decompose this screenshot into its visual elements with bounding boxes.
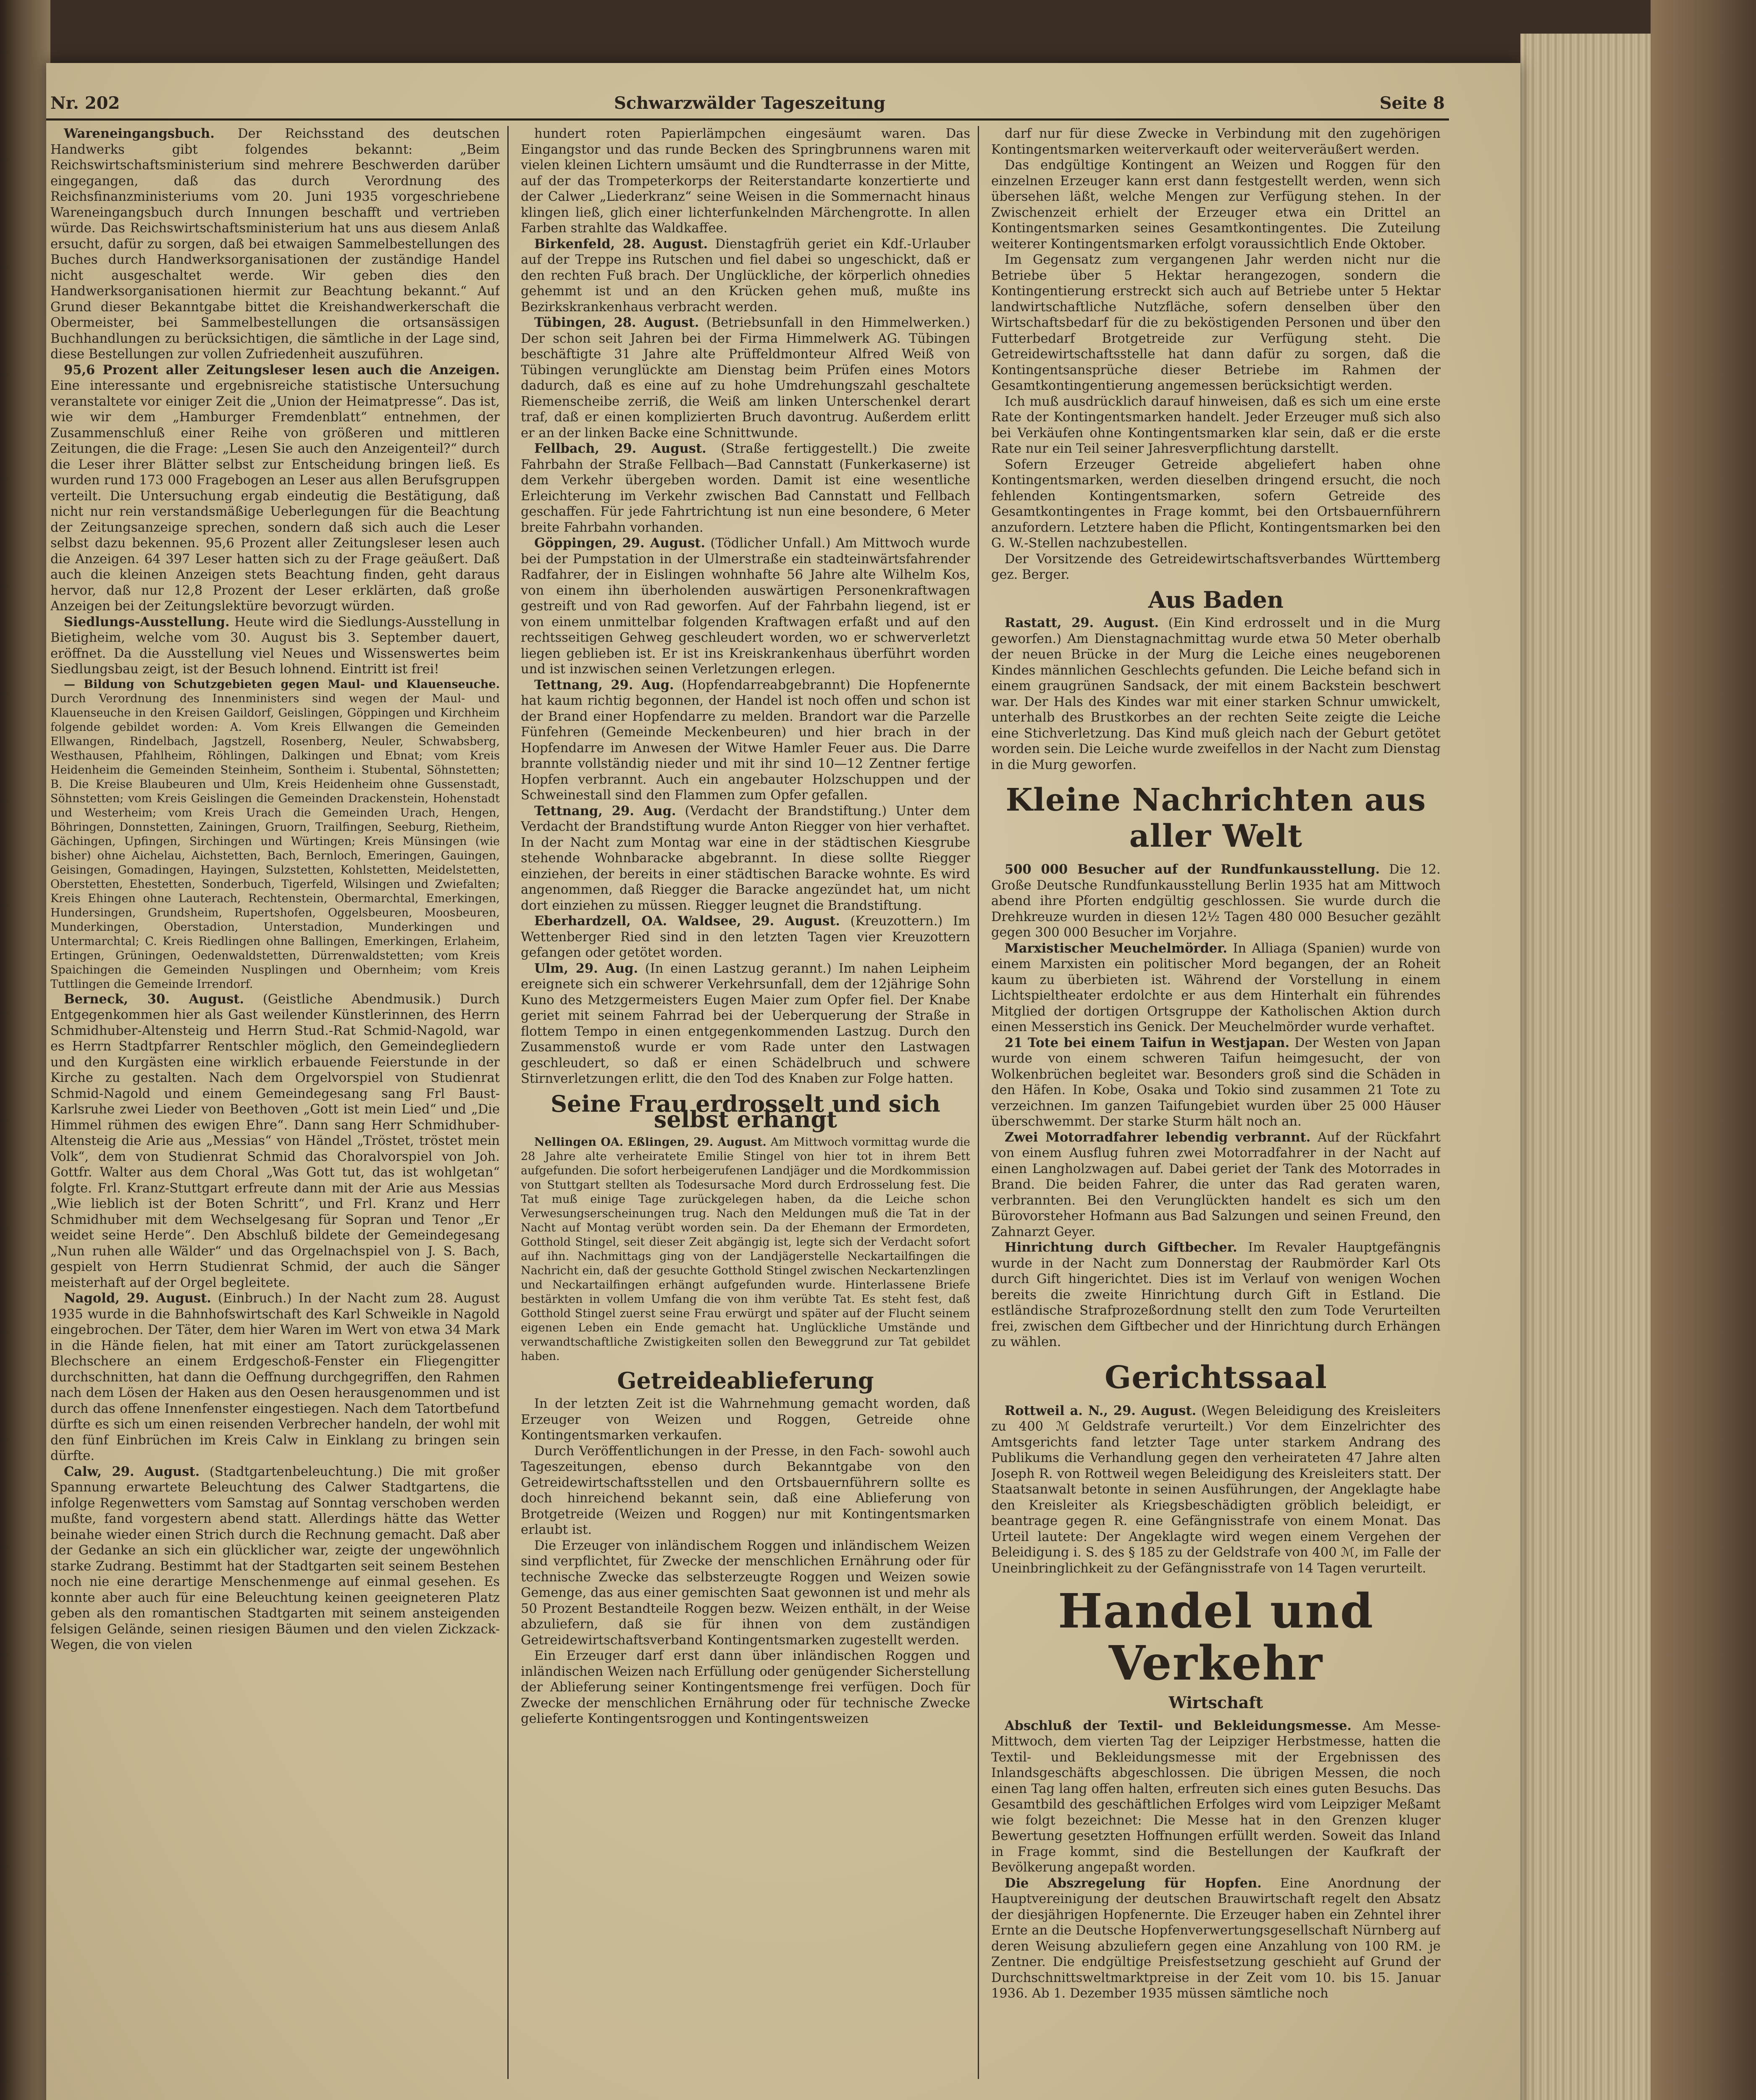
article-paragraph	[991, 1035, 1441, 1130]
article-paragraph	[50, 362, 500, 614]
article-text: (Wegen Beleidigung des Kreisleiters zu 400 ℳ Geldstrafe verurteilt.) Vor dem Einzelrichter des Amtsgerichts fand letzter Tage unter starkem Andrang des Publikums die Verhandlung gegen den verheirateten 47 Jahre alten Joseph R. von Rottweil wegen Beleidigung des Kreisleiters statt. Der Staatsanwalt betonte in seinen Ausführungen, der Angeklagte habe den Kreisleiter als Kriegsbeschädigten gröblich beleidigt, er beantrage gegen R. eine Gefängnisstrafe von einem Monat. Das Urteil lautete: Der Angeklagte wird wegen einem Vergehen der Beleidigung i. S. des § 185 zu der Geldstrafe von 400 ℳ, im Falle der Uneinbringlichkeit zu der Gefängnisstrafe von 14 Tagen verurteilt.	[991, 1403, 1441, 1576]
article-paragraph	[521, 677, 970, 803]
article-text: Die Erzeuger von inländischem Roggen und inländischem Weizen sind verpflichtet, für Zwecke der menschlichen Ernährung oder für technische Zwecke das selbsterzeugte Roggen und Weizen sowie Gemenge, das aus einer gemischten Saat gewonnen ist und mehr als 50 Prozent Bestandteile Roggen bezw. Weizen enthält, in der Weise abzuliefern, daß sie für ihnen von dem zuständigen Getreidewirtschaftsverband Kontingentsmarken zugestellt werden.	[521, 1538, 970, 1648]
article-text: In Alliaga (Spanien) wurde von einem Marxisten ein politischer Mord begangen, der an Roheit kaum zu überbieten ist. Während der Vorstellung in einem Lichtspieltheater erdolchte er aus dem Hinterhalt ein führendes Mitglied der dortigen Ortsgruppe der Katholischen Aktion durch einen Messerstich ins Genick. Der Meuchelmörder wurde verhaftet.	[991, 941, 1441, 1034]
article-text: Im Revaler Hauptgefängnis wurde in der Nacht zum Donnerstag der Raubmörder Karl Ots durch Gift hingerichtet. Dies ist im Verlauf von wenigen Wochen bereits die zweite Hinrichtung durch Gift in Estland. Die estländische Strafprozeßordnung stellt den zum Tode Verurteilten frei, zwischen dem Giftbecher und der Hinrichtung durch Erhängen zu wählen.	[991, 1240, 1441, 1349]
article-text: Am Mittwoch vormittag wurde die 28 Jahre alte verheiratete Emilie Stingel von hier tot in ihrem Bett aufgefunden. Die sofort herbeigerufenen Landjäger und die Mordkommission von Stuttgart stellten als Todesursache Mord durch Erdrosselung fest. Die Tat muß einige Tage zurückgelegen haben, da die Leiche schon Verwesungserscheinungen trug. Nach den Meldungen muß die Tat in der Nacht auf Montag verübt worden sein. Da der Ehemann der Ermordeten, Gotthold Stingel, seit dieser Zeit abgängig ist, legte sich der Verdacht sofort auf ihn. Nachmittags ging von der Landjägerstelle Neckartailfingen die Nachricht ein, daß der gesuchte Gotthold Stingel zwischen Neckartenzlingen und Neckartailfingen erhängt aufgefunden wurde. Hinterlassene Briefe bestärkten in vollem Umfang die von ihm verübte Tat. Es steht fest, daß Gotthold Stingel zuerst seine Frau erwürgt und später auf der Flucht seinem eigenen Leben ein Ende gemacht hat. Unglückliche Umstände und verwandtschaftliche Zwistigkeiten sollen den Beweggrund zur Tat gebildet haben.	[521, 1135, 970, 1363]
article-dateline: Abschluß der Textil- und Bekleidungsmesse.	[1005, 1718, 1352, 1733]
article-paragraph	[521, 315, 970, 441]
column-2	[521, 126, 970, 2079]
article-paragraph	[991, 394, 1441, 457]
page-number: Seite 8	[1379, 93, 1445, 113]
section-heading: Aus Baden	[1148, 586, 1284, 613]
article-text: Der Reichsstand des deutschen Handwerks gibt folgendes bekannt: „Beim Reichswirtschaftsministerium sind mehrere Beschwerden darüber eingegangen, daß das durch Verordnung des Reichsfinanzministeriums vom 20. Juni 1935 vorgeschriebene Wareneingangsbuch durch Innungen beschafft und vertrieben würde. Das Reichswirtschaftsministerium hat uns aus diesem Anlaß ersucht, dafür zu sorgen, daß bei etwaigen Sammelbestellungen des Buches durch Handwerksorganisationen der zuständige Handel nicht ausgeschaltet werde. Wir geben dies den Handwerksorganisationen hiermit zur Beachtung bekannt.“ Auf Grund dieser Bekanntgabe bittet die Kreishandwerkerschaft die Obermeister, bei Sammelbestellungen die ortsansässigen Buchhandlungen zu berücksichtigen, die sämtliche in der Lage sind, diese Bestellungen zur vollen Zufriedenheit auszuführen.	[50, 126, 500, 362]
article-paragraph	[521, 1538, 970, 1648]
article-text: (Straße fertiggestellt.) Die zweite Fahrbahn der Straße Fellbach—Bad Cannstatt (Funkerkaserne) ist dem Verkehr übergeben worden. Damit ist eine wesentliche Erleichterung im Verkehr zwischen Bad Cannstatt und Fellbach geschaffen. Für jede Fahrtrichtung ist nun eine besondere, 6 Meter breite Fahrbahn vorhanden.	[521, 441, 970, 535]
article-dateline: 500 000 Besucher auf der Rundfunkausstellung.	[1005, 862, 1380, 877]
article-dateline: Birkenfeld, 28. August.	[534, 236, 708, 252]
section-heading: Kleine Nachrichten aus aller Welt	[1005, 782, 1426, 854]
column-divider	[978, 126, 979, 2079]
article-text: darf nur für diese Zwecke in Verbindung mit den zugehörigen Kontingentsmarken weiterverkauft oder weiterveräußert werden.	[991, 126, 1441, 157]
issue-number: Nr. 202	[50, 93, 120, 113]
column-1	[50, 126, 500, 2079]
article-paragraph	[50, 126, 500, 362]
article-paragraph	[521, 236, 970, 315]
article-dateline: Siedlungs-Ausstellung.	[64, 614, 230, 630]
article-text: Der Vorsitzende des Getreidewirtschaftsverbandes Württemberg gez. Berger.	[991, 551, 1441, 582]
article-paragraph	[991, 862, 1441, 941]
article-text: (In einen Lastzug gerannt.) Im nahen Leipheim ereignete sich ein schwerer Verkehrsunfall, dem der 12jährige Sohn Kuno des Metzgermeisters Eugen Maier zum Opfer fiel. Der Knabe geriet mit seinem Fahrrad bei der Ueberquerung der Straße in flottem Tempo in einen entgegenkommenden Lastzug. Durch den Zusammenstoß wurde er vom Rade unter den Lastwagen geschleudert, so daß er einen Schädelbruch und schwere Stirnverletzungen erlitt, die den Tod des Knaben zur Folge hatten.	[521, 961, 970, 1086]
article-text: (Ein Kind erdrosselt und in die Murg geworfen.) Am Dienstagnachmittag wurde etwa 50 Meter oberhalb der neuen Brücke in der Murg die Leiche eines neugeborenen Kindes männlichen Geschlechts gefunden. Die Leiche befand sich in einem graugrünen Sandsack, der mit einem Backstein beschwert war. Der Hals des Kindes war mit einer starken Schnur umwickelt, unterhalb des Brustkorbes an der rechten Seite zeigte die Leiche eine Stichverletzung. Das Kind muß gleich nach der Geburt getötet worden sein. Die Leiche wurde zweifellos in der Nacht zum Dienstag in die Murg geworfen.	[991, 616, 1441, 772]
article-paragraph	[991, 1240, 1441, 1350]
article-text: (Stadtgartenbeleuchtung.) Die mit großer Spannung erwartete Beleuchtung des Calwer Stadtgartens, die infolge Regenwetters vom Samstag auf Sonntag verschoben werden mußte, fand vorgestern abend statt. Allerdings hätte das Wetter beinahe wieder einen Strich durch die Rechnung gemacht. Daß aber der Gedanke an sich ein glücklicher war, zeigte der ungewöhnlich starke Zudrang. Bestimmt hat der Stadtgarten seit seinem Bestehen noch nie eine derartige Menschenmenge auf einmal gesehen. Es konnte aber auch für eine Beleuchtung keinen geeigneteren Platz geben als den romantischen Stadtgarten mit seinem ansteigenden felsigen Gelände, seinen riesigen Bäumen und den vielen Zickzack-Wegen, die von vielen	[50, 1464, 500, 1652]
article-dateline: Marxistischer Meuchelmörder.	[1005, 940, 1228, 956]
article-text: (Tödlicher Unfall.) Am Mittwoch wurde bei der Pumpstation in der Ulmerstraße ein stadteinwärtsfahrender Radfahrer, der in Eislingen wohnhafte 56 Jahre alte Wilhelm Kos, von einem ihn überholenden auswärtigen Personenkraftwagen gestreift und von Rad geworfen. Auf der Fahrbahn liegend, ist er von einem unmittelbar folgenden Kraftwagen erfaßt und auf den rechtsseitigen Gehweg geschleudert worden, wo er schwerverletzt liegen geblieben ist. Er ist ins Kreiskrankenhaus überführt worden und ist inzwischen seinen Verletzungen erlegen.	[521, 536, 970, 677]
article-text: Ich muß ausdrücklich darauf hinweisen, daß es sich um eine erste Rate der Kontingentsmarken handelt. Jeder Erzeuger muß sich also bei Verkäufen ohne Kontingentsmarken klar sein, daß er die erste Rate nur ein Teil seiner Jahresverpflichtung darstellt.	[991, 394, 1441, 456]
article-dateline: Ulm, 29. Aug.	[534, 961, 638, 976]
article-text: Der Westen von Japan wurde von einem schweren Taifun heimgesucht, der von Wolkenbrüchen begleitet war. Besonders groß sind die Schäden in den Häfen. In Kobe, Osaka und Tokio sind zusammen 21 Tote zu verzeichnen. Im ganzen Taifungebiet wurden über 25 000 Häuser überschwemmt. Der starke Sturm hält noch an.	[991, 1035, 1441, 1129]
article-paragraph	[991, 1403, 1441, 1577]
article-paragraph	[991, 1876, 1441, 2002]
article-text: Am Messe-Mittwoch, dem vierten Tag der Leipziger Herbstmesse, hatten die Textil- und Bekleidungsmesse mit der Ergebnissen des Inlandsgeschäfts abgeschlossen. Die übrigen Messen, die noch einen Tag lang offen halten, erfreuten sich eines guten Besuchs. Das Gesamtbild des geschäftlichen Erfolges wird vom Leipziger Meßamt wie folgt bezeichnet: Die Messe hat in den Grenzen kluger Bewertung gesetzten Hoffnungen erfüllt werden. Soweit das Inland in Frage kommt, sind die Bestellungen der Kaufkraft der Bevölkerung angepaßt worden.	[991, 1718, 1441, 1875]
article-text: Dienstagfrüh geriet ein Kdf.-Urlauber auf der Treppe ins Rutschen und fiel dabei so ungeschickt, daß er den rechten Fuß brach. Der Unglückliche, der körperlich ohnedies gehemmt ist und an den Krücken gehen muß, mußte ins Bezirkskrankenhaus verbracht werden.	[521, 236, 970, 315]
article-paragraph	[50, 1291, 500, 1464]
article-paragraph	[991, 126, 1441, 158]
article-dateline: Calw, 29. August.	[64, 1464, 200, 1479]
article-paragraph	[521, 536, 970, 677]
article-paragraph	[991, 941, 1441, 1035]
previous-page-edge	[0, 0, 50, 2100]
article-paragraph	[50, 677, 500, 992]
section-heading: Wirtschaft	[1168, 1693, 1263, 1712]
section-heading: Getreideablieferung	[617, 1367, 874, 1394]
article-text: (Betriebsunfall in den Himmelwerken.) Der schon seit Jahren bei der Firma Himmelwerk AG. Tübingen beschäftigte 31 Jahre alte Prüffeldmonteur Alfred Weiß von Tübingen verunglückte am Dienstag beim Prüfen eines Motors dadurch, daß es eine auf zu hohe Umdrehungszahl geschaltete Riemenscheibe zerriß, die Weiß am linken Unterschenkel derart traf, daß er einen komplizierten Bruch davontrug. Außerdem erlitt er an der linken Backe eine Schnittwunde.	[521, 315, 970, 441]
article-paragraph	[521, 126, 970, 236]
article-paragraph	[521, 441, 970, 536]
article-dateline: Zwei Motorradfahrer lebendig verbrannt.	[1005, 1129, 1311, 1145]
article-paragraph	[991, 457, 1441, 551]
article-paragraph	[991, 252, 1441, 394]
running-head	[50, 88, 1445, 118]
article-dateline: Göppingen, 29. August.	[534, 536, 706, 551]
article-text: (Einbruch.) In der Nacht zum 28. August 1935 wurde in die Bahnhofswirtschaft des Karl Schweikle in Nagold eingebrochen. Der Täter, dem hier Waren im Wert von etwa 34 Mark in die Hände fielen, hat mit einer am Tatort zurückgelassenen Blechschere an einem Erdgeschoß-Fenster ein Fliegengitter durchschnitten, hat dann die Oeffnung durchgegriffen, den Rahmen nach dem Lösen der Haken aus den Oesen herausgenommen und ist durch das offene Innenfenster eingestiegen. Nach dem Tatortbefund dürfte es sich um einen reisenden Verbrecher handeln, der wohl mit den fünf Einbrüchen im Kreis Calw in Einklang zu bringen sein dürfte.	[50, 1291, 500, 1463]
article-dateline: 95,6 Prozent aller Zeitungsleser lesen auch die Anzeigen.	[64, 362, 500, 378]
article-paragraph	[991, 615, 1441, 773]
article-text: hundert roten Papierlämpchen eingesäumt waren. Das Eingangstor und das runde Becken des Springbrunnens waren mit vielen kleinen Lichtern umsäumt und die Rundterrasse in der Mitte, auf der das Trompeterkorps der Reiterstandarte konzertierte und der Calwer „Liederkranz“ seine Weisen in die Sommernacht hinaus klingen ließ, glich einer lichterfunkelnden Märchengrotte. In allen Farben strahlte das Waldkaffee.	[521, 126, 970, 236]
article-dateline: Nagold, 29. August.	[64, 1291, 211, 1306]
article-dateline: Eberhardzell, OA. Waldsee, 29. August.	[534, 914, 840, 929]
article-text: Eine Anordnung der Hauptvereinigung der deutschen Brauwirtschaft regelt den Absatz der diesjährigen Hopfenernte. Die Erzeuger haben ein Zehntel ihrer Ernte an die Deutsche Hopfenverwertungsgesellschaft Nürnberg auf deren Weisung abzuliefern gegen eine Anzahlung von 100 RM. je Zentner. Die endgültige Preisfestsetzung geschieht auf Grund der Durchschnittsweltmarktpreise in der Zeit vom 10. bis 15. Januar 1936. Ab 1. Dezember 1935 müssen sämtliche noch	[991, 1876, 1441, 2001]
article-dateline: Hinrichtung durch Giftbecher.	[1005, 1240, 1237, 1255]
article-paragraph	[521, 961, 970, 1087]
article-text: (Geistliche Abendmusik.) Durch Entgegenkommen hier als Gast weilender Künstlerinnen, des Herrn Schmidhuber-Altensteig und Herrn Stud.-Rat Schmid-Nagold, war es Herrn Stadtpfarrer Rentschler möglich, den Gemeindegliedern und den Kurgästen eine wirklich erbauende Feierstunde in der Kirche zu gestalten. Nach dem Orgelvorspiel von Studienrat Schmid-Nagold und einem Gemeindegesang sang Frl Baust-Karlsruhe zwei Lieder von Beethoven „Gott ist mein Lied“ und „Die Himmel rühmen des ewigen Ehre“. Dann sang Herr Schmidhuber-Altensteig die Arie aus „Messias“ von Händel „Tröstet, tröstet mein Volk“, dem von Studienrat Schmid das Choralvorspiel von Joh. Gottfr. Walter aus dem Choral „Was Gott tut, das ist wohlgetan“ folgte. Frl. Kranz-Stuttgart erfreute dann mit der Arie aus Messias „Wie lieblich ist der Boten Schritt“, und Frl. Kranz und Herr Schmidhuber mit dem Wechselgesang für Sopran und Tenor „Er weidet seine Herde“. Den Abschluß bildete der Gemeindegesang „Nun ruhen alle Wälder“ und das Orgelnachspiel von J. S. Bach, gespielt von Herrn Studienrat Schmid, der auch die Sänger meisterhaft auf der Orgel begleitete.	[50, 992, 500, 1290]
article-paragraph	[991, 551, 1441, 583]
article-text: (Kreuzottern.) Im Wettenberger Ried sind in den letzten Tagen vier Kreuzottern gefangen oder getötet worden.	[521, 914, 970, 960]
article-paragraph	[991, 1130, 1441, 1240]
article-text: Das endgültige Kontingent an Weizen und Roggen für den einzelnen Erzeuger kann erst dann festgestellt werden, wenn sich übersehen läßt, welche Mengen zur Verfügung stehen. In der Zwischenzeit erhielt der Erzeuger etwa ein Drittel an Kontingentsmarken seines Gesamtkontingentes. Die Zuteilung weiterer Kontingentsmarken erfolgt voraussichtlich Ende Oktober.	[991, 158, 1441, 252]
article-text: Im Gegensatz zum vergangenen Jahr werden nicht nur die Betriebe über 5 Hektar herangezogen, sondern die Kontingentierung erstreckt sich auch auf Betriebe unter 5 Hektar landwirtschaftliche Nutzfläche, sofern denselben über den Wirtschaftsbedarf für die zu beköstigenden Personen und über den Futterbedarf Brotgetreide zur Verfügung steht. Die Getreidewirtschaftsstelle hat dann dafür zu sorgen, daß die Kontingentsansprüche dieser Betriebe im Rahmen der Gesamtkontingentierung angemessen berücksichtigt werden.	[991, 252, 1441, 393]
article-paragraph	[50, 614, 500, 677]
article-paragraph	[521, 803, 970, 914]
article-paragraph	[50, 992, 500, 1291]
article-dateline: Tübingen, 28. August.	[534, 315, 699, 330]
article-dateline: 21 Tote bei einem Taifun in Westjapan.	[1005, 1035, 1290, 1050]
article-paragraph	[521, 914, 970, 961]
article-text: Sofern Erzeuger Getreide abgeliefert haben ohne Kontingentsmarken, werden dieselben dringend ersucht, die noch fehlenden Kontingentsmarken, sofern Getreide des Gesamtkontingentes in Frage kommt, bei den Ortsbauernführern anzufordern. Letztere haben die Pflicht, Kontingentsmarken bei den G. W.-Stellen nachzubestellen.	[991, 457, 1441, 551]
article-paragraph	[521, 1396, 970, 1444]
article-dateline: Rottweil a. N., 29. August.	[1005, 1403, 1197, 1418]
article-text: Heute wird die Siedlungs-Ausstellung in Bietigheim, welche vom 30. August bis 3. September dauert, eröffnet. Da die Ausstellung viel Neues und Wissenswertes beim Siedlungsbau zeigt, ist der Besuch lohnend. Eintritt ist frei!	[50, 614, 500, 677]
article-dateline: Berneck, 30. August.	[64, 991, 244, 1007]
article-text: Durch Verordnung des Innenministers sind wegen der Maul- und Klauenseuche in den Kreisen Gaildorf, Geislingen, Göppingen und Kirchheim folgende gebildet worden: A. Vom Kreis Ellwangen die Gemeinden Ellwangen, Rindelbach, Jagstzell, Rosenberg, Neuler, Schwabsberg, Westhausen, Pfahlheim, Röhlingen, Dalkingen und Ebnat; vom Kreis Heidenheim die Gemeinden Steinheim, Sontheim i. Stubental, Söhnstetten; B. Die Kreise Blaubeuren und Ulm, Kreis Heidenheim ohne Gussenstadt, Söhnstetten; vom Kreis Geislingen die Gemeinden Drackenstein, Hohenstadt und Westerheim; vom Kreis Urach die Gemeinden Urach, Hengen, Böhringen, Donnstetten, Zainingen, Gruorn, Trailfingen, Seeburg, Rietheim, Gächingen, Upfingen, Sirchingen und Würtingen; Kreis Münsingen (wie bisher) ohne Aichelau, Aichstetten, Bach, Bernloch, Emeringen, Gauingen, Geisingen, Gomadingen, Hayingen, Sulzstetten, Kohlstetten, Meidelstetten, Oberstetten, Ehestetten, Sonderbuch, Tigerfeld, Wilsingen und Zwiefalten; Kreis Ehingen ohne Lauterach, Rechtenstein, Obermarchtal, Emerkingen, Hundersingen, Grundsheim, Rupertshofen, Oggelsbeuren, Moosbeuren, Munderkingen, Oberstadion, Unterstadion, Munderkingen und Untermarchtal; C. Kreis Riedlingen ohne Ballingen, Emerkingen, Erlaheim, Ertingen, Grüningen, Oedenwaldstetten, Dürrenwaldstetten; vom Kreis Spaichingen die Gemeinden Nusplingen und Obernheim; vom Kreis Tuttlingen die Gemeinde Irrendorf.	[50, 692, 500, 991]
article-paragraph	[521, 1444, 970, 1538]
article-paragraph	[50, 1464, 500, 1653]
section-heading: Handel und Verkehr	[1058, 1584, 1374, 1691]
article-dateline: Wareneingangsbuch.	[64, 126, 215, 141]
article-dateline: Fellbach, 29. August.	[534, 441, 706, 456]
column-3	[991, 126, 1441, 2079]
article-dateline: Tettnang, 29. Aug.	[534, 677, 674, 693]
article-text: In der letzten Zeit ist die Wahrnehmung gemacht worden, daß Erzeuger von Weizen und Roggen, Getreide ohne Kontingentsmarken verkaufen.	[521, 1396, 970, 1443]
section-heading: Gerichtssaal	[1105, 1359, 1327, 1396]
article-paragraph	[991, 158, 1441, 252]
article-text: Die 12. Große Deutsche Rundfunkausstellung Berlin 1935 hat am Mittwoch abend ihre Pforten endgültig geschlossen. Sie wurde durch die Drehkreuze wurden in diesen 12½ Tagen 480 000 Besucher gezählt gegen 300 000 Besucher im Vorjahre.	[991, 862, 1441, 940]
article-text: Auf der Rückfahrt von einem Ausflug fuhren zwei Motorradfahrer in der Nacht auf einen Langholzwagen auf. Dabei geriet der Tank des Motorrades in Brand. Die beiden Fahrer, die unter das Rad geraten waren, verbrannten. Bei den Verunglückten handelt es sich um den Bürovorsteher Hofmann aus Bad Salzungen und seinen Freund, den Zahnarzt Geyer.	[991, 1130, 1441, 1239]
article-dateline: Nellingen OA. Eßlingen, 29. August.	[534, 1135, 766, 1149]
column-divider	[507, 126, 509, 2079]
article-dateline: Tettnang, 29. Aug.	[534, 803, 676, 819]
article-paragraph	[991, 1718, 1441, 1876]
article-text: Eine interessante und ergebnisreiche statistische Untersuchung veranstaltete vor einiger Zeit die „Union der Heimatpresse“. Das ist, wie wir dem „Hamburger Fremdenblatt“ entnehmen, der Zusammenschluß einer Reihe von größeren und mittleren Zeitungen, die die Frage: „Lesen Sie auch den Anzeigenteil?“ durch die Leser ihrer Blätter selbst zur Entscheidung bringen ließ. Es wurden rund 173 000 Fragebogen an Leser aus allen Berufsgruppen verteilt. Die Untersuchung ergab eindeutig die Bestätigung, daß nicht nur rein verstandsmäßige Ueberlegungen für die Beachtung der Zeitungsanzeige sprechen, sondern daß sich auch die Leser selbst dazu bekennen. 95,6 Prozent aller Zeitungsleser lesen auch die Anzeigen. 64 397 Leser hatten sich zu der Frage geäußert. Daß auch die kleinen Anzeigen stets Beachtung finden, geht daraus hervor, daß nur 12,8 Prozent der Leser erklärten, daß große Anzeigen bei der Zeitungslektüre bevorzugt würden.	[50, 378, 500, 614]
article-text: Ein Erzeuger darf erst dann über inländischen Roggen und inländischen Weizen nach Erfüllung oder genügender Sicherstellung der Ablieferung seiner Kontingentsmenge frei verfügen. Doch für Zwecke der menschlichen Ernährung oder für technische Zwecke gelieferte Kontingentsroggen und Kontingentsweizen	[521, 1648, 970, 1726]
article-text: (Hopfendarreabgebrannt) Die Hopfenernte hat kaum richtig begonnen, der Handel ist noch offen und schon ist der Brand einer Hopfendarre zu melden. Brandort war die Parzelle Fünfehren (Gemeinde Meckenbeuren) und hier brach in der Hopfendarre im Anwesen der Witwe Hamler Feuer aus. Die Darre brannte vollständig nieder und mit ihr sind 10—12 Zentner fertige Hopfen verbrannt. Auch ein angebauter Holzschuppen und der Schweinestall sind den Flammen zum Opfer gefallen.	[521, 677, 970, 803]
article-dateline: Rastatt, 29. August.	[1005, 615, 1159, 630]
article-paragraph	[521, 1135, 970, 1364]
newspaper-title: Schwarzwälder Tageszeitung	[614, 93, 886, 113]
article-text: (Verdacht der Brandstiftung.) Unter dem Verdacht der Brandstiftung wurde Anton Riegger von hier verhaftet. In der Nacht zum Montag war eine in der städtischen Kiesgrube stehende Wohnbaracke abgebrannt. In diese sollte Riegger einziehen, der bereits in einer städtischen Baracke wohnte. Es wird angenommen, daß Riegger die Baracke angezündet hat, um nicht dort einziehen zu müssen. Riegger leugnet die Brandstiftung.	[521, 803, 970, 913]
book-cover-edge	[1651, 0, 1756, 2100]
section-heading: Seine Frau erdrosselt und sich selbst erhängt	[551, 1090, 940, 1133]
article-dateline: — Bildung von Schutzgebieten gegen Maul- und Klauenseuche.	[64, 677, 500, 691]
article-dateline: Die Abszregelung für Hopfen.	[1005, 1875, 1262, 1891]
article-paragraph	[521, 1648, 970, 1727]
article-text: Durch Veröffentlichungen in der Presse, in den Fach- sowohl auch Tageszeitungen, ebenso durch Bekanntgabe von den Getreidewirtschaftsstellen und den Ortsbauernführern sollte es doch hinreichend bekannt sein, daß eine Ablieferung von Brotgetreide (Weizen und Roggen) nur mit Kontingentsmarken erlaubt ist.	[521, 1444, 970, 1537]
header-rule	[46, 118, 1449, 121]
